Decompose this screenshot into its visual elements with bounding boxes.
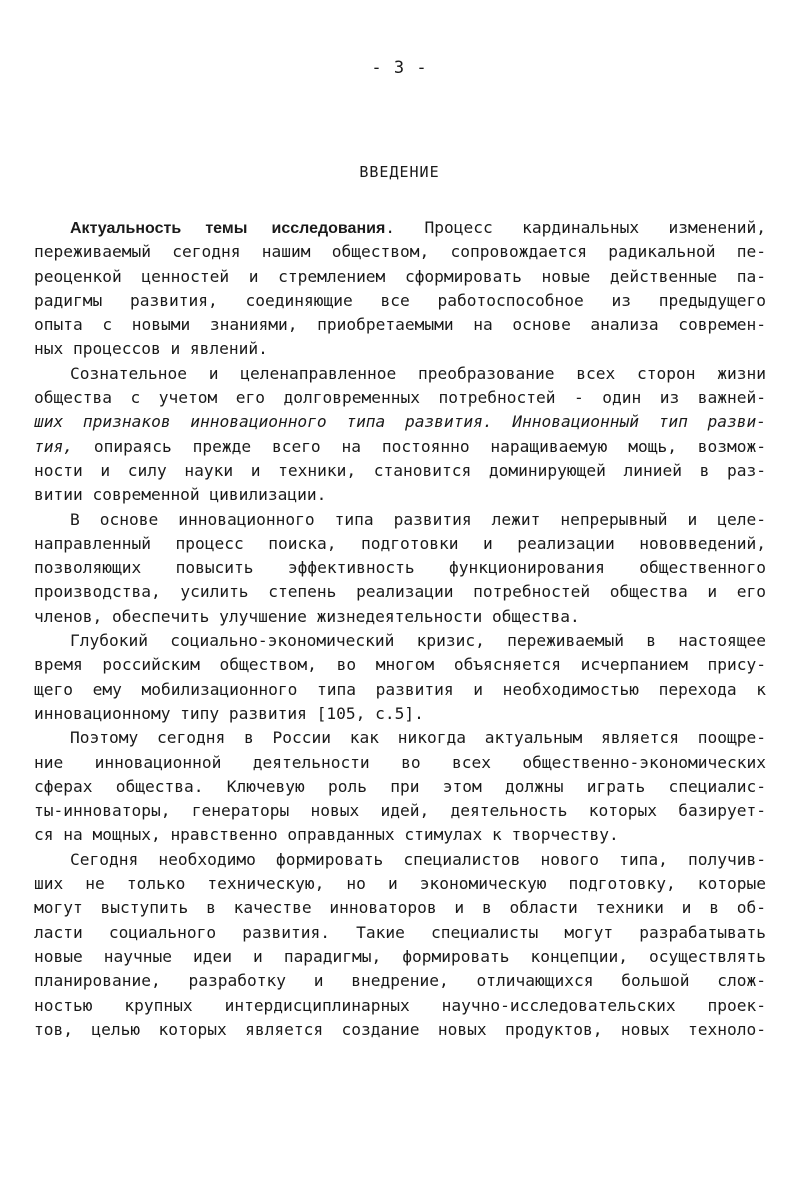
p2-line-3: ших признаков инновационного типа развития. Инновационный тип разви-: [34, 412, 766, 432]
p1-line-6: ных процессов и явлений.: [34, 339, 268, 359]
p4-line-2: время российским обществом, во многом объясняется исчерпанием прису-: [34, 655, 766, 675]
p2-line-1: Сознательное и целенаправленное преобразование всех сторон жизни: [70, 363, 766, 383]
p5-line-4: ты-инноваторы, генераторы новых идей, деятельность которых базирует-: [34, 801, 766, 821]
p5-line-1: Поэтому сегодня в России как никогда актуальным является поощре-: [70, 728, 766, 748]
p3-line-1: В основе инновационного типа развития лежит непрерывный и целе-: [70, 509, 766, 529]
p2-line-4: [34, 435, 766, 459]
p3-line-5: членов, обеспечить улучшение жизнедеятельности общества.: [34, 606, 580, 626]
p6-line-1: Сегодня необходимо формировать специалистов нового типа, получив-: [70, 849, 766, 869]
body-text: [34, 216, 766, 1042]
p6-line-6: планирование, разработку и внедрение, отличающихся большой слож-: [34, 971, 766, 991]
p1-line-5: опыта с новыми знаниями, приобретаемыми на основе анализа современ-: [34, 315, 766, 335]
p5-line-2: ние инновационной деятельности во всех общественно-экономических: [34, 752, 766, 772]
p6-line-2: ших не только техническую, но и экономическую подготовку, которые: [34, 874, 766, 894]
p6-line-7: ностью крупных интердисциплинарных научно-исследовательских проек-: [34, 995, 766, 1015]
page-number: - 3 -: [371, 58, 428, 78]
p6-line-5: новые научные идеи и парадигмы, формировать концепции, осуществлять: [34, 946, 766, 966]
p2-line-5: ности и силу науки и техники, становится доминирующей линией в раз-: [34, 460, 766, 480]
p2-line-6: витии современной цивилизации.: [34, 485, 327, 505]
p2-line-4-italic: тия,: [34, 436, 73, 456]
p4-line-4: инновационному типу развития [105, с.5].: [34, 703, 424, 723]
p3-line-4: производства, усилить степень реализации потребностей общества и его: [34, 582, 766, 602]
p6-line-8: тов, целью которых является создание новых продуктов, новых техноло-: [34, 1019, 766, 1039]
p3-line-2: направленный процесс поиска, подготовки и реализации нововведений,: [34, 533, 766, 553]
p1-line-1: [34, 216, 766, 240]
p6-line-4: ласти социального развития. Такие специалисты могут разрабатывать: [34, 922, 766, 942]
p1-line-3: реоценкой ценностей и стремлением сформировать новые действенные па-: [34, 266, 766, 286]
p1-line-4: радигмы развития, соединяющие все работоспособное из предыдущего: [34, 290, 766, 310]
p2-line-4-rest: опираясь прежде всего на постоянно наращиваемую мощь, возмож-: [72, 436, 766, 456]
p5-line-3: сферах общества. Ключевую роль при этом должны играть специалис-: [34, 776, 766, 796]
p1-line-1-rest: . Процесс кардинальных изменений,: [385, 218, 766, 237]
p4-line-3: щего ему мобилизационного типа развития и необходимостью перехода к: [34, 679, 766, 699]
section-heading: ВВЕДЕНИЕ: [359, 163, 440, 181]
p1-line-2: переживаемый сегодня нашим обществом, сопровождается радикальной пе-: [34, 242, 766, 262]
p2-line-2: общества с учетом его долговременных потребностей - один из важней-: [34, 388, 766, 408]
p6-line-3: могут выступить в качестве инноваторов и в области техники и в об-: [34, 898, 766, 918]
p3-line-3: позволяющих повысить эффективность функционирования общественного: [34, 558, 766, 578]
bold-lead: Актуальность темы исследования: [70, 220, 386, 237]
p5-line-5: ся на мощных, нравственно оправданных стимулах к творчеству.: [34, 825, 619, 845]
p4-line-1: Глубокий социально-экономический кризис, переживаемый в настоящее: [70, 631, 766, 651]
